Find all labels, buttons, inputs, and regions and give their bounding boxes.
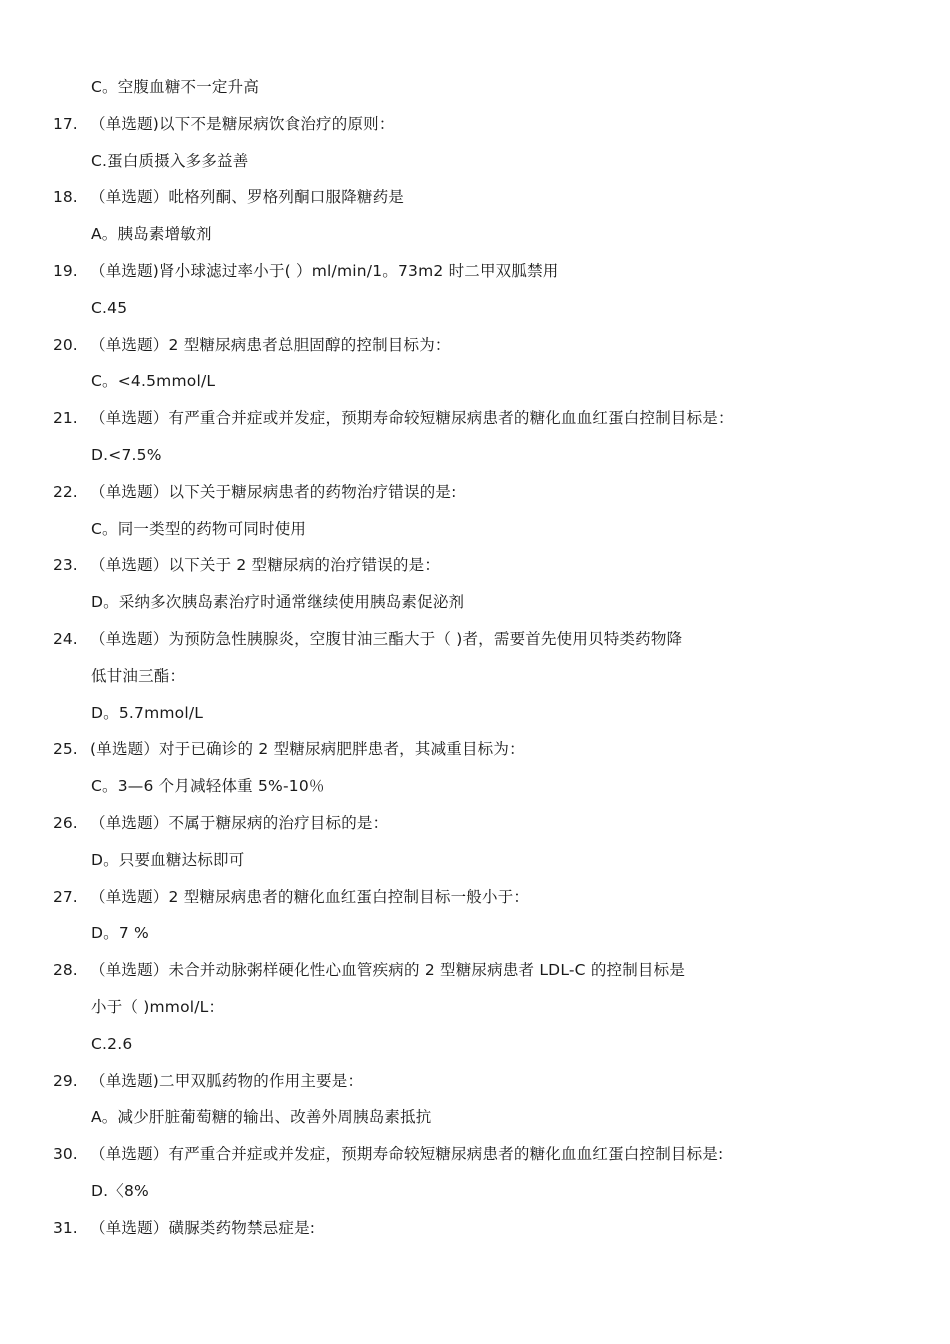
answer-text: C.2.6	[91, 1035, 133, 1053]
question-text: （单选题）有严重合并症或并发症，预期寿命较短糖尿病患者的糖化血血红蛋白控制目标是：	[90, 409, 734, 427]
question-text: （单选题）2 型糖尿病患者总胆固醇的控制目标为：	[90, 336, 451, 354]
answer-text: A。胰岛素增敏剂	[91, 225, 212, 243]
question-number: 28.	[53, 961, 78, 979]
question-number: 29.	[53, 1072, 78, 1090]
answer-text: C。<4.5mmol/L	[91, 372, 216, 390]
answer-text: C.蛋白质摄入多多益善	[91, 152, 249, 170]
question-number: 19.	[53, 262, 78, 280]
question-text-continuation: 低甘油三酯：	[91, 667, 186, 685]
question-text: （单选题）以下关于 2 型糖尿病的治疗错误的是：	[90, 556, 441, 574]
answer-text: D。5.7mmol/L	[91, 704, 204, 722]
question-number: 26.	[53, 814, 78, 832]
question-number: 23.	[53, 556, 78, 574]
answer-text: C。空腹血糖不一定升高	[91, 78, 260, 96]
answer-text: D.<7.5%	[91, 446, 162, 464]
question-text: （单选题）2 型糖尿病患者的糖化血红蛋白控制目标一般小于：	[90, 888, 530, 906]
question-text: （单选题）为预防急性胰腺炎，空腹甘油三酯大于（ )者，需要首先使用贝特类药物降	[90, 630, 683, 648]
question-text: (单选题）对于已确诊的 2 型糖尿病肥胖患者，其减重目标为：	[90, 740, 525, 758]
answer-text: D.〈8%	[91, 1182, 149, 1200]
answer-text: C.45	[91, 299, 128, 317]
question-text-continuation: 小于（ )mmol/L：	[91, 998, 225, 1016]
question-number: 31.	[53, 1219, 78, 1237]
answer-text: C。3—6 个月减轻体重 5%-10％	[91, 777, 325, 795]
question-number: 17.	[53, 115, 78, 133]
question-number: 21.	[53, 409, 78, 427]
question-text: （单选题)肾小球滤过率小于( ）ml/min/1。73m2 时二甲双胍禁用	[90, 262, 559, 280]
question-number: 22.	[53, 483, 78, 501]
question-text: （单选题)以下不是糖尿病饮食治疗的原则：	[90, 115, 395, 133]
question-number: 18.	[53, 188, 78, 206]
answer-text: C。同一类型的药物可同时使用	[91, 520, 307, 538]
question-text: （单选题）磺脲类药物禁忌症是:	[90, 1219, 316, 1237]
question-number: 20.	[53, 336, 78, 354]
question-text: （单选题）以下关于糖尿病患者的药物治疗错误的是:	[90, 483, 457, 501]
question-number: 30.	[53, 1145, 78, 1163]
question-number: 27.	[53, 888, 78, 906]
question-number: 24.	[53, 630, 78, 648]
answer-text: D。7 %	[91, 924, 149, 942]
question-text: （单选题）未合并动脉粥样硬化性心血管疾病的 2 型糖尿病患者 LDL-C 的控制目标是	[90, 961, 686, 979]
answer-text: D。采纳多次胰岛素治疗时通常继续使用胰岛素促泌剂	[91, 593, 465, 611]
question-text: （单选题）吡格列酮、罗格列酮口服降糖药是	[90, 188, 405, 206]
question-text: （单选题）有严重合并症或并发症，预期寿命较短糖尿病患者的糖化血血红蛋白控制目标是:	[90, 1145, 724, 1163]
question-number: 25.	[53, 740, 78, 758]
question-text: （单选题）不属于糖尿病的治疗目标的是：	[90, 814, 389, 832]
answer-text: D。只要血糖达标即可	[91, 851, 245, 869]
question-text: （单选题)二甲双胍药物的作用主要是：	[90, 1072, 364, 1090]
answer-text: A。减少肝脏葡萄糖的输出、改善外周胰岛素抵抗	[91, 1108, 432, 1126]
